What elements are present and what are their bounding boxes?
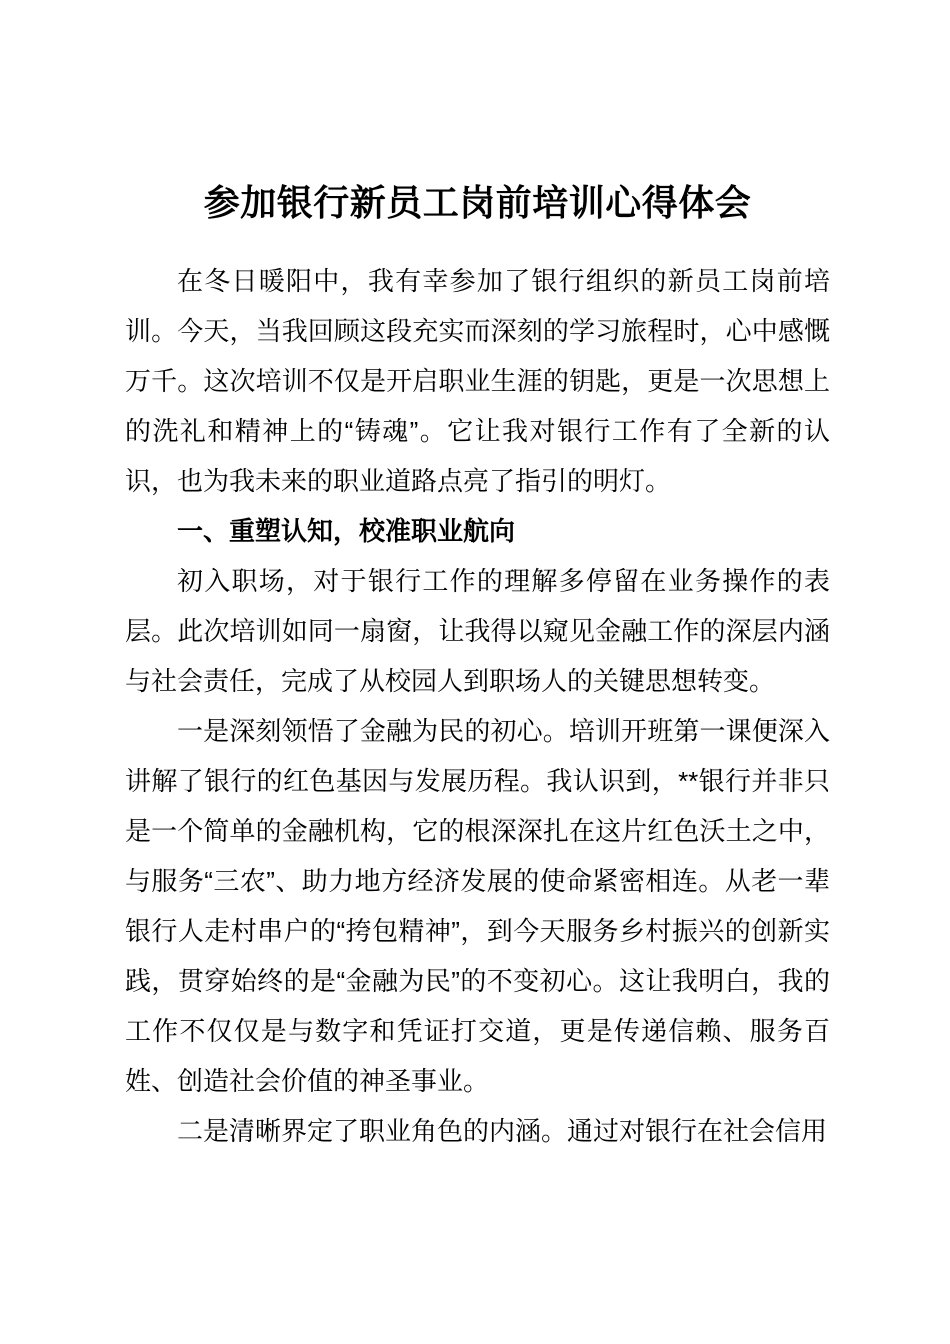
body-paragraph-3: 一是深刻领悟了金融为民的初心。培训开班第一课便深入讲解了银行的红色基因与发展历程。我认识到，**银行并非只是一个简单的金融机构，它的根深深扎在这片红色沃土之中，与服务“三农”、助力地方经济发展的使命紧密相连。从老一辈银行人走村串户的“挎包精神”，到今天服务乡村振兴的创新实践，贯穿始终的是“金融为民”的不变初心。这让我明白，我的工作不仅仅是与数字和凭证打交道，更是传递信赖、服务百姓、创造社会价值的神圣事业。	[125, 716, 830, 1096]
document-title: 参加银行新员工岗前培训心得体会	[203, 182, 752, 223]
body-paragraph-4: 二是清晰界定了职业角色的内涵。通过对银行在社会信用	[177, 1116, 828, 1146]
section-heading-1: 一、重塑认知，校准职业航向	[177, 516, 516, 546]
document-body	[125, 256, 830, 1156]
body-paragraph-1: 在冬日暖阳中，我有幸参加了银行组织的新员工岗前培训。今天，当我回顾这段充实而深刻的学习旅程时，心中感慨万千。这次培训不仅是开启职业生涯的钥匙，更是一次思想上的洗礼和精神上的“铸魂”。它让我对银行工作有了全新的认识，也为我未来的职业道路点亮了指引的明灯。	[125, 266, 830, 496]
body-paragraph-2: 初入职场，对于银行工作的理解多停留在业务操作的表层。此次培训如同一扇窗，让我得以窥见金融工作的深层内涵与社会责任，完成了从校园人到职场人的关键思想转变。	[125, 566, 830, 696]
